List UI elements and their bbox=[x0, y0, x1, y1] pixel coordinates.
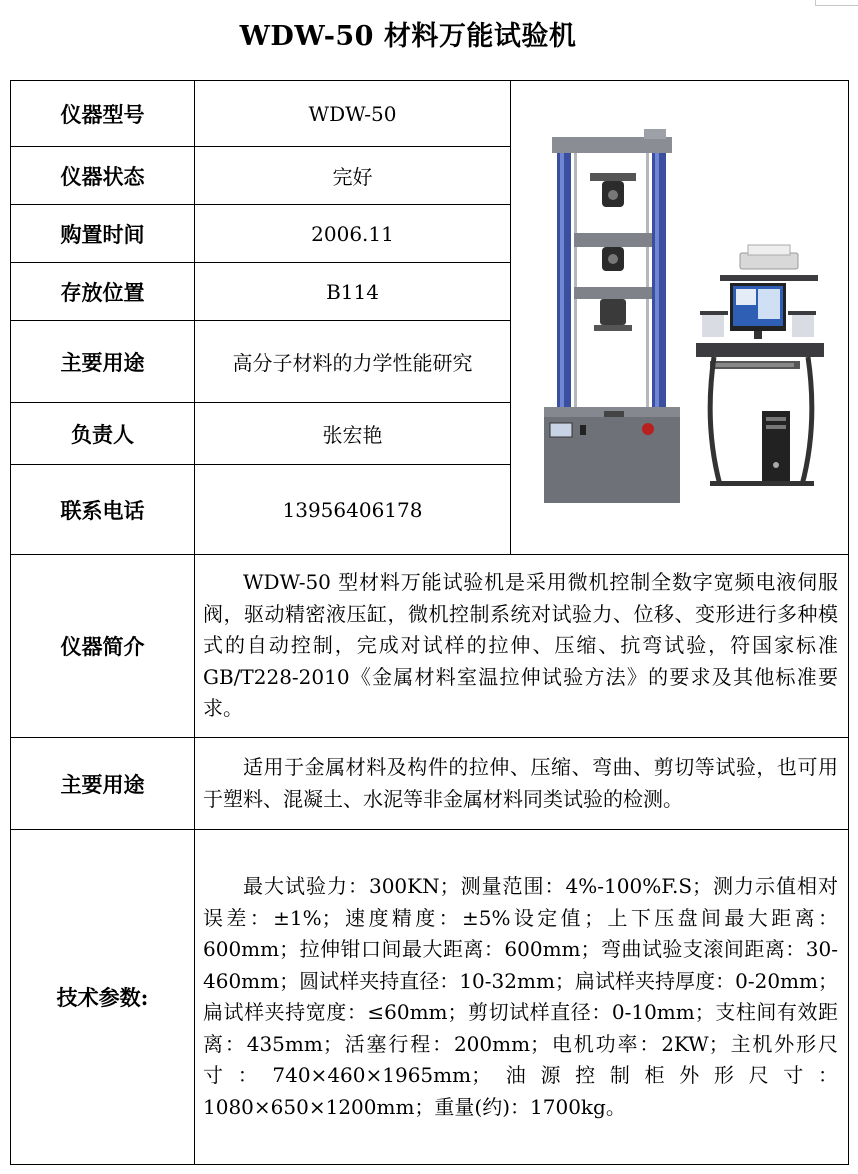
value-status: 完好 bbox=[195, 147, 511, 205]
label-main-use: 主要用途 bbox=[11, 321, 195, 403]
label-purchase-date: 购置时间 bbox=[11, 205, 195, 263]
label-specs: 技术参数: bbox=[11, 830, 195, 1165]
usage-text: 适用于金属材料及构件的拉伸、压缩、弯曲、剪切等试验，也可用于塑料、混凝土、水泥等非金属材料同类试验的检测。 bbox=[195, 738, 849, 830]
label-location: 存放位置 bbox=[11, 263, 195, 321]
table-row bbox=[11, 555, 849, 738]
label-usage: 主要用途 bbox=[11, 738, 195, 830]
photo-cell bbox=[511, 81, 849, 555]
instrument-info-table bbox=[10, 80, 849, 1165]
value-purchase-date: 2006.11 bbox=[195, 205, 511, 263]
label-person-in-charge: 负责人 bbox=[11, 403, 195, 465]
value-phone: 13956406178 bbox=[195, 465, 511, 555]
value-main-use: 高分子材料的力学性能研究 bbox=[195, 321, 511, 403]
label-intro: 仪器简介 bbox=[11, 555, 195, 738]
table-row bbox=[11, 81, 849, 147]
table-row bbox=[11, 830, 849, 1165]
specs-text: 最大试验力：300KN；测量范围：4%-100%F.S；测力示值相对误差：±1%；速度精度：±5%设定值；上下压盘间最大距离：600mm；拉伸钳口间最大距离：600mm；弯曲试验支滚间距离：30-460mm；圆试样夹持直径：10-32mm；扁试样夹持厚度：0-20mm；扁试样夹持宽度：≤60mm；剪切试样直径：0-10mm；支柱间有效距离：435mm；活塞行程：200mm；电机功率：2KW；主机外形尺寸：740×460×1965mm；油源控制柜外形尺寸：1080×650×1200mm；重量(约)：1700kg。 bbox=[195, 830, 849, 1165]
page-corner-mark bbox=[815, 0, 858, 6]
table-row bbox=[11, 738, 849, 830]
label-phone: 联系电话 bbox=[11, 465, 195, 555]
value-model: WDW-50 bbox=[195, 81, 511, 147]
label-model: 仪器型号 bbox=[11, 81, 195, 147]
value-person-in-charge: 张宏艳 bbox=[195, 403, 511, 465]
intro-text: WDW-50 型材料万能试验机是采用微机控制全数字宽频电液伺服阀，驱动精密液压缸，微机控制系统对试验力、位移、变形进行多种模式的自动控制，完成对试样的拉伸、压缩、抗弯试验，符国家标准 GB/T228-2010《金属材料室温拉伸试验方法》的要求及其他标准要求。 bbox=[195, 555, 849, 738]
label-status: 仪器状态 bbox=[11, 147, 195, 205]
value-location: B114 bbox=[195, 263, 511, 321]
testing-machine-photo-icon bbox=[524, 125, 836, 510]
page-title: WDW-50 材料万能试验机 bbox=[239, 21, 577, 52]
